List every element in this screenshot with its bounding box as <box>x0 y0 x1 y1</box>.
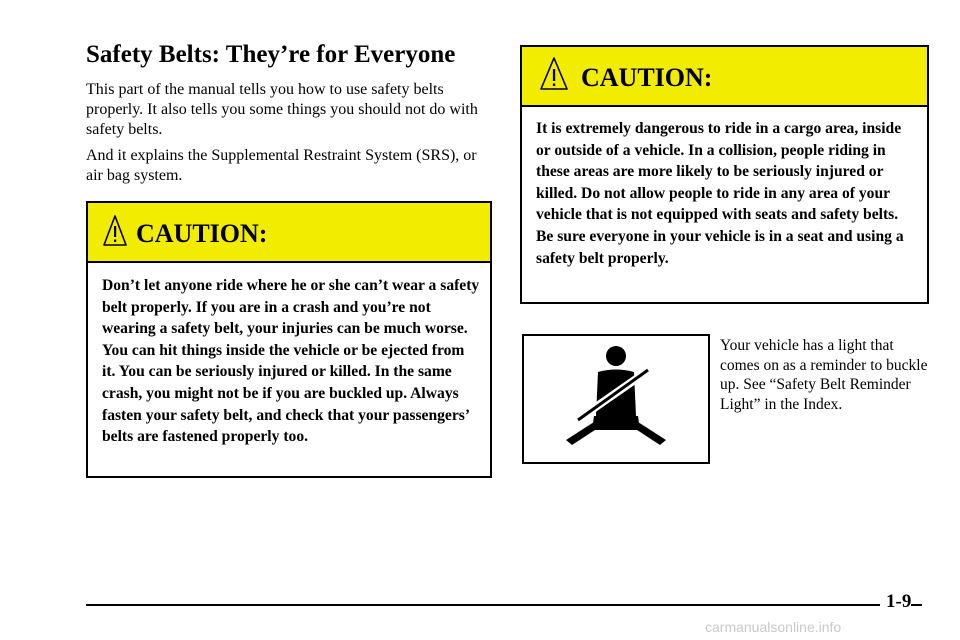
seat-belt-icon <box>522 334 710 464</box>
caution-header <box>522 47 927 107</box>
section-title: Safety Belts: They’re for Everyone <box>86 41 456 68</box>
caution-header <box>88 203 490 263</box>
footer-rule <box>86 604 922 606</box>
warning-triangle-icon <box>103 215 127 247</box>
caution-heading: CAUTION: <box>136 219 268 248</box>
caution-box-cargo-area <box>520 45 929 304</box>
caution-heading: CAUTION: <box>581 63 713 92</box>
caution-text: It is extremely dangerous to ride in a cargo area, inside or outside of a vehicle. In a collision, people riding in these areas are more likely to be seriously injured or killed. Do not allow people to ride in any area of your vehicle that is not equipped with seats and safety belts. Be sure everyone in your vehicle is in a seat and using a safety belt properly. <box>536 120 904 267</box>
caution-box-passengers <box>86 201 492 478</box>
watermark: carmanualsonline.info <box>705 619 842 635</box>
intro-paragraph-2: And it explains the Supplemental Restraint System (SRS), or air bag system. <box>86 147 477 184</box>
seat-belt-reminder-symbol <box>524 336 708 462</box>
page-number: 1-9 <box>880 592 911 612</box>
warning-triangle-icon <box>540 57 568 91</box>
intro-paragraph-1: This part of the manual tells you how to use safety belts properly. It also tells you some things you should not do with safety belts. <box>86 81 478 138</box>
reminder-light-text: Your vehicle has a light that comes on as a reminder to buckle up. See “Safety Belt Reminder Light” in the Index. <box>720 337 928 413</box>
caution-text: Don’t let anyone ride where he or she can’t wear a safety belt properly. If you are in a crash and you’re not wearing a safety belt, your injuries can be much worse. You can hit things inside the vehicle or be ejected from it. You can be seriously injured or killed. In the same crash, you might not be if you are buckled up. Always fasten your safety belt, and check that your passengers’ belts are fastened properly too. <box>102 277 480 446</box>
